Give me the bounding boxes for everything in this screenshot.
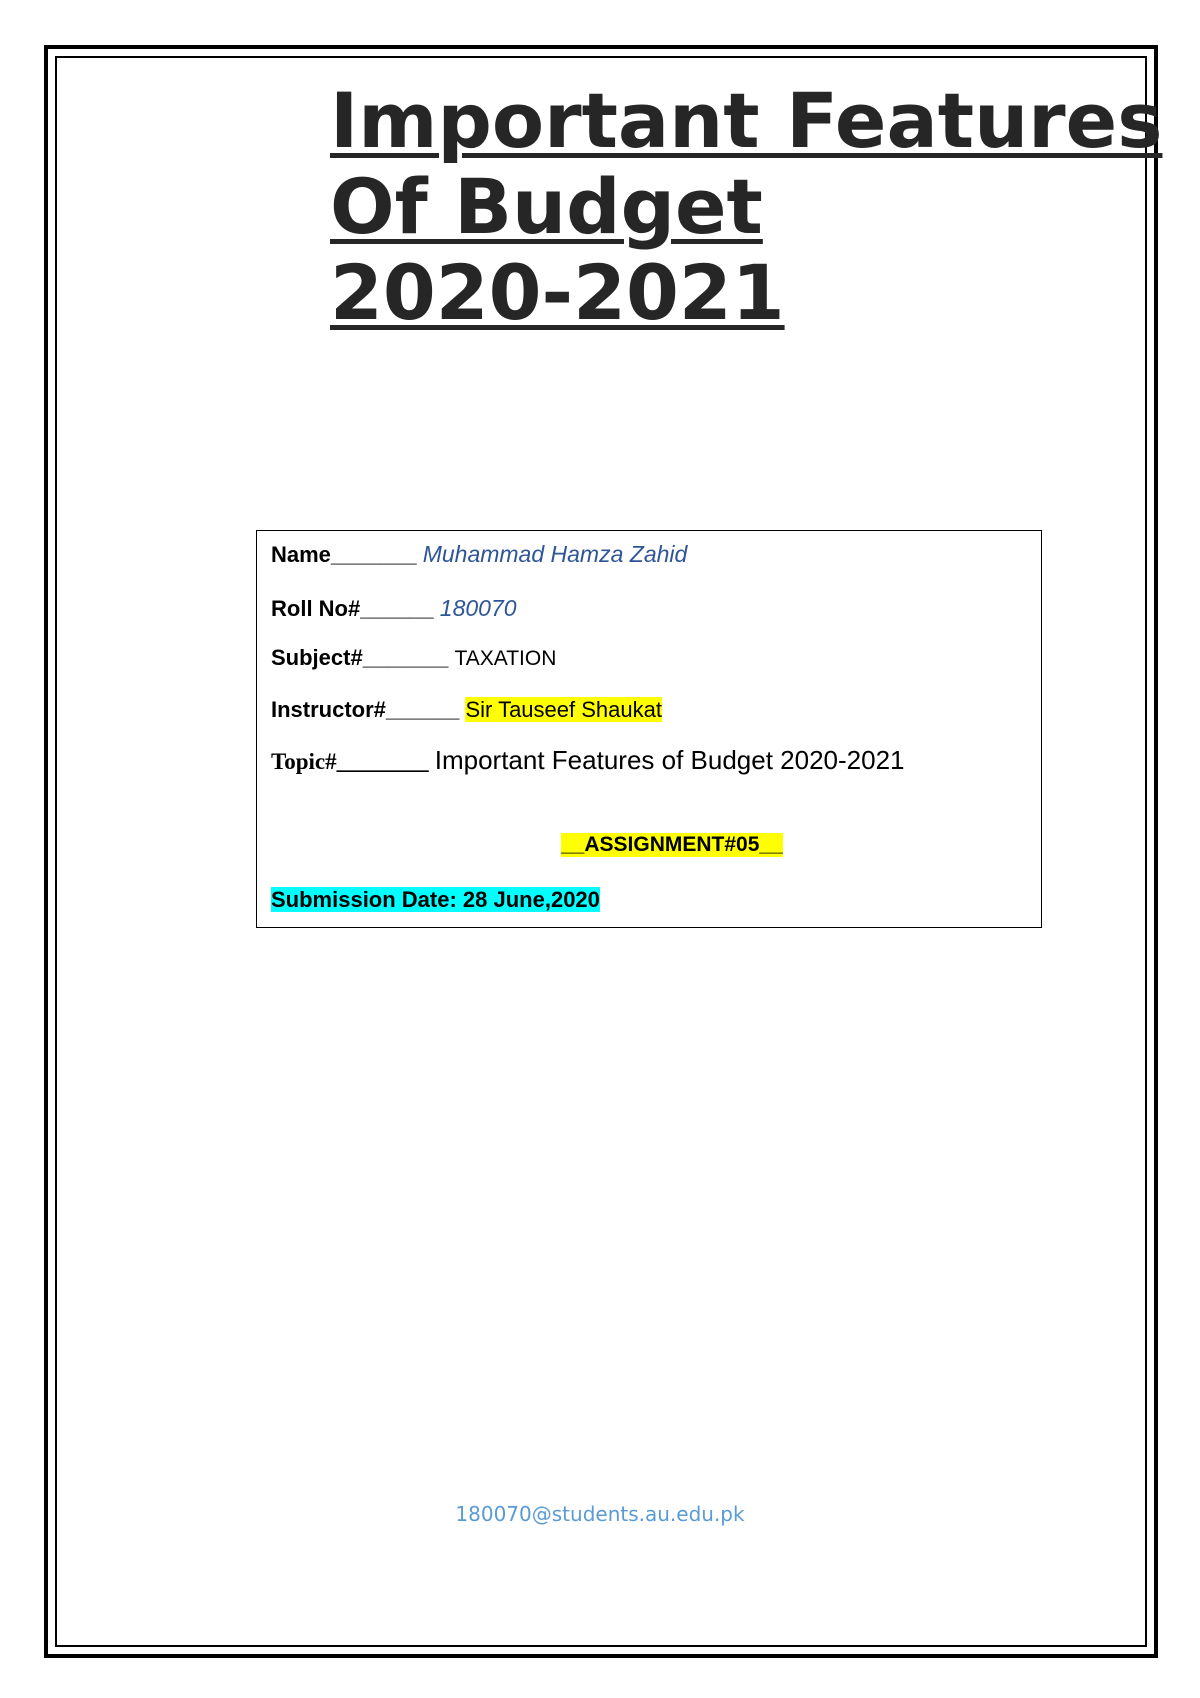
- email-address: 180070@students.au.edu.pk: [455, 1502, 745, 1526]
- subject-value: TAXATION: [454, 647, 557, 670]
- instructor-blank: ______: [385, 697, 460, 722]
- subject-blank: _______: [362, 645, 449, 670]
- assignment-number: __ASSIGNMENT#05__: [561, 833, 783, 856]
- subject-label: Subject#: [271, 645, 363, 670]
- subject-row: [271, 645, 556, 671]
- instructor-value: Sir Tauseef Shaukat: [465, 697, 662, 722]
- instructor-row: [271, 697, 662, 723]
- info-box: [256, 530, 1042, 928]
- name-label: Name: [271, 542, 331, 567]
- topic-value: Important Features of Budget 2020-2021: [434, 745, 905, 775]
- document-title: Important Features Of Budget 2020-2021: [330, 76, 1163, 337]
- roll-row: [271, 595, 517, 622]
- topic-label: Topic#: [271, 749, 337, 774]
- roll-blank: ______: [360, 596, 434, 621]
- roll-value: 180070: [439, 595, 517, 621]
- submission-date: Submission Date: 28 June,2020: [271, 887, 600, 912]
- name-blank: _______: [330, 542, 417, 567]
- title-container: [330, 76, 1170, 337]
- name-value: Muhammad Hamza Zahid: [422, 541, 688, 567]
- roll-label: Roll No#: [271, 596, 361, 621]
- instructor-label: Instructor#: [271, 697, 386, 722]
- topic-blank: ________: [336, 749, 429, 774]
- topic-row: [271, 745, 905, 776]
- name-row: [271, 541, 687, 568]
- submission-row: [271, 887, 600, 913]
